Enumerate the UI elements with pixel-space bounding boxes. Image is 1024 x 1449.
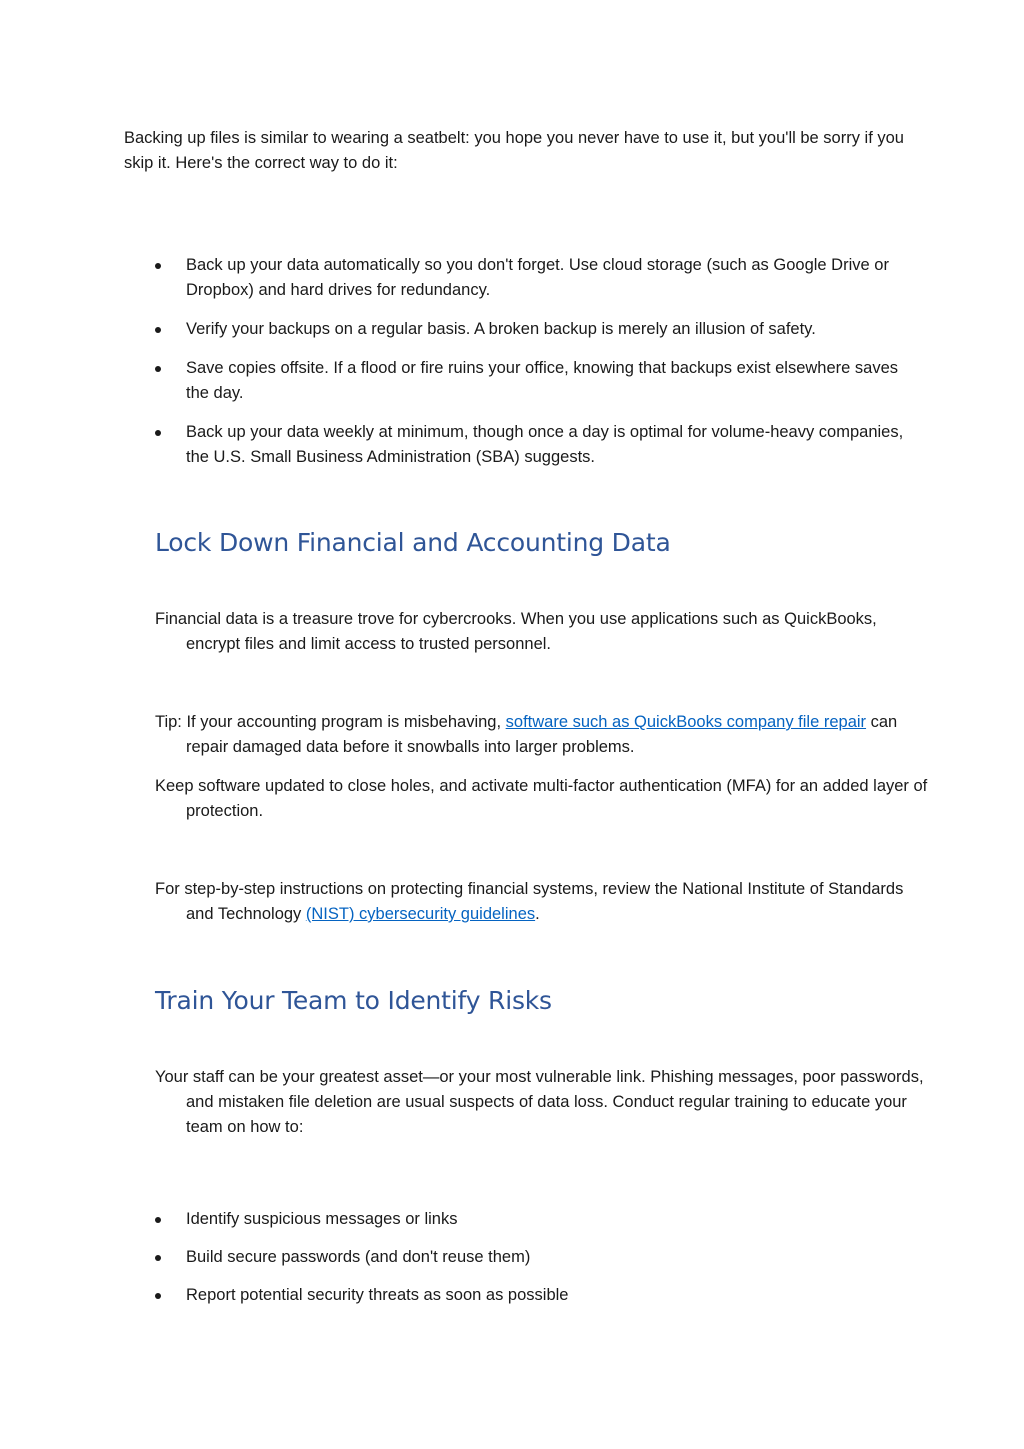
training-list	[155, 1207, 915, 1321]
list-item	[155, 253, 915, 303]
list-item-text: Verify your backups on a regular basis. A broken backup is merely an illusion of safety.	[186, 320, 816, 338]
list-item	[155, 1207, 915, 1232]
bullet-icon	[155, 430, 161, 436]
section-heading-training: Train Your Team to Identify Risks	[155, 986, 552, 1015]
intro-paragraph: Backing up files is similar to wearing a seatbelt: you hope you never have to use it, but you'll be sorry if you skip it. Here's the correct way to do it:	[124, 129, 904, 172]
training-paragraph: Your staff can be your greatest asset—or your most vulnerable link. Phishing messages, poor passwords, and mistaken file deletion are usual suspects of data loss. Conduct regular training to educate your team on how to:	[155, 1068, 924, 1136]
list-item	[155, 420, 915, 470]
list-item-text: Back up your data weekly at minimum, though once a day is optimal for volume-heavy companies, the U.S. Small Business Administration (SBA) suggests.	[186, 423, 904, 466]
section-heading-financial: Lock Down Financial and Accounting Data	[155, 528, 671, 557]
list-item	[155, 1245, 915, 1270]
financial-paragraph: Financial data is a treasure trove for cybercrooks. When you use applications such as QuickBooks, encrypt files and limit access to trusted personnel.	[155, 610, 877, 653]
quickbooks-repair-link[interactable]: software such as QuickBooks company file repair	[505, 713, 867, 731]
tip-text-suffix: can repair damaged data before it snowballs into larger problems.	[186, 713, 898, 756]
bullet-icon	[155, 1293, 161, 1299]
nist-guidelines-link[interactable]: (NIST) cybersecurity guidelines	[305, 905, 536, 923]
bullet-icon	[155, 263, 161, 269]
list-item	[155, 317, 915, 342]
list-item-text: Report potential security threats as soon as possible	[186, 1286, 569, 1304]
bullet-icon	[155, 366, 161, 372]
list-item	[155, 356, 915, 406]
nist-paragraph	[155, 877, 931, 927]
bullet-icon	[155, 327, 161, 333]
nist-text: For step-by-step instructions on protecting financial systems, review the National Institute of Standards and Technology	[155, 880, 904, 923]
list-item-text: Build secure passwords (and don't reuse them)	[186, 1248, 531, 1266]
software-update-paragraph: Keep software updated to close holes, and activate multi-factor authentication (MFA) for an added layer of protection.	[155, 777, 928, 820]
list-item-text: Back up your data automatically so you don't forget. Use cloud storage (such as Google Drive or Dropbox) and hard drives for redundancy.	[186, 256, 889, 299]
tip-text: Tip: If your accounting program is misbehaving,	[155, 713, 506, 731]
tip-paragraph	[155, 710, 931, 760]
bullet-icon	[155, 1255, 161, 1261]
bullet-icon	[155, 1217, 161, 1223]
nist-text-suffix: .	[535, 905, 540, 923]
backup-list	[155, 253, 915, 484]
list-item-text: Identify suspicious messages or links	[186, 1210, 458, 1228]
list-item	[155, 1283, 915, 1308]
list-item-text: Save copies offsite. If a flood or fire ruins your office, knowing that backups exist elsewhere saves the day.	[186, 359, 899, 402]
